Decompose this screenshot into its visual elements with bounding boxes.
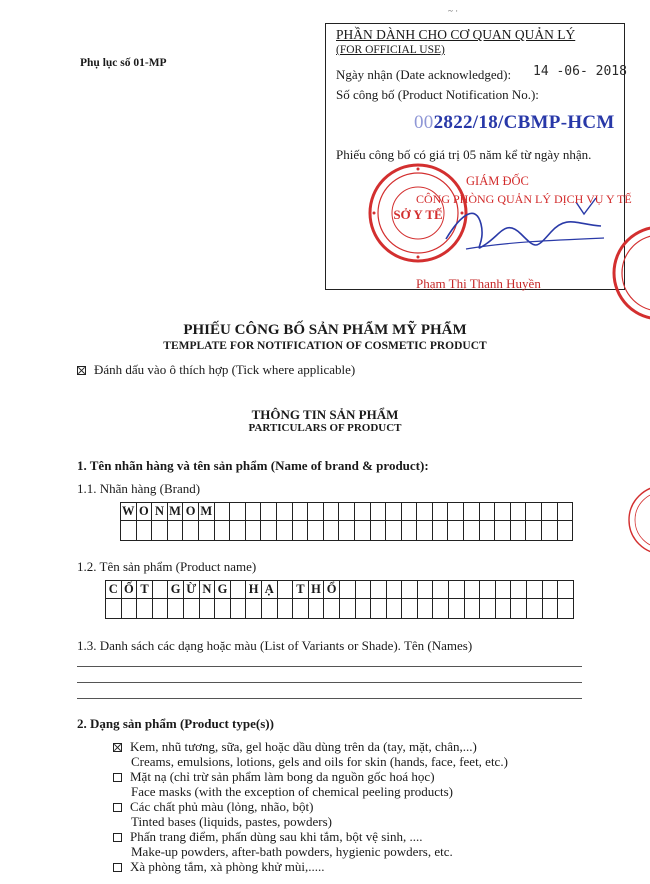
product-type-checkbox[interactable] xyxy=(113,863,122,872)
brand-cell-empty[interactable] xyxy=(136,521,152,541)
product-type-checkbox[interactable] xyxy=(113,773,122,782)
product-cell[interactable] xyxy=(542,581,558,599)
variants-line xyxy=(77,666,582,667)
brand-cell[interactable] xyxy=(261,503,277,521)
product-cell[interactable] xyxy=(402,581,418,599)
brand-cell[interactable] xyxy=(230,503,246,521)
brand-cell[interactable] xyxy=(354,503,370,521)
brand-cell[interactable] xyxy=(292,503,308,521)
brand-cell-empty[interactable] xyxy=(464,521,480,541)
option-vi: Xà phòng tắm, xà phòng khử mùi,..... xyxy=(130,859,325,874)
brand-cell-empty[interactable] xyxy=(245,521,261,541)
product-name-label: 1.2. Tên sản phẩm (Product name) xyxy=(77,559,257,574)
brand-cell[interactable]: M xyxy=(167,503,183,521)
product-cell-empty[interactable] xyxy=(355,599,371,619)
brand-cell-empty[interactable] xyxy=(557,521,573,541)
brand-cell-empty[interactable] xyxy=(214,521,230,541)
option-en: Creams, emulsions, lotions, gels and oils for skin (hands, face, feet, etc.) xyxy=(131,754,508,769)
particulars-title: THÔNG TIN SẢN PHẨM xyxy=(251,407,399,422)
product-cell[interactable]: Ừ xyxy=(183,581,199,599)
director-department: CÔNG PHÒNG QUẢN LÝ DỊCH VỤ Y TẾ xyxy=(416,192,632,206)
signer-name: Phạm Thị Thanh Huyền xyxy=(416,276,541,291)
brand-cell-empty[interactable] xyxy=(230,521,246,541)
brand-cell[interactable] xyxy=(542,503,558,521)
brand-cell-empty[interactable] xyxy=(276,521,292,541)
variants-line xyxy=(77,698,582,699)
product-cell[interactable] xyxy=(464,581,480,599)
brand-cell-empty[interactable] xyxy=(417,521,433,541)
brand-cell-empty[interactable] xyxy=(339,521,355,541)
product-cell[interactable]: C xyxy=(106,581,122,599)
product-cell-empty[interactable] xyxy=(511,599,527,619)
section2-heading: 2. Dạng sản phẩm (Product type(s)) xyxy=(77,716,274,731)
brand-cell-empty[interactable] xyxy=(526,521,542,541)
side-red-stamp xyxy=(612,218,650,328)
product-cell-empty[interactable] xyxy=(386,599,402,619)
brand-cell-empty[interactable] xyxy=(323,521,339,541)
variants-label: 1.3. Danh sách các dạng hoặc màu (List of Variants or Shade). Tên (Names) xyxy=(77,638,473,653)
product-type-option xyxy=(113,829,453,859)
brand-cell[interactable]: O xyxy=(136,503,152,521)
brand-cell[interactable]: O xyxy=(183,503,199,521)
brand-cell[interactable] xyxy=(448,503,464,521)
brand-cell-empty[interactable] xyxy=(448,521,464,541)
product-type-option xyxy=(113,799,332,829)
particulars-subtitle: PARTICULARS OF PRODUCT xyxy=(248,422,402,434)
product-cell[interactable] xyxy=(386,581,402,599)
brand-cell[interactable]: N xyxy=(152,503,168,521)
brand-cell[interactable] xyxy=(323,503,339,521)
tick-instruction xyxy=(77,362,355,378)
product-cell[interactable] xyxy=(371,581,387,599)
product-cell-empty[interactable] xyxy=(293,599,309,619)
brand-cell[interactable] xyxy=(510,503,526,521)
product-cell[interactable] xyxy=(355,581,371,599)
product-cell-empty[interactable] xyxy=(168,599,184,619)
side-red-stamp-partial xyxy=(625,480,650,560)
brand-cell[interactable] xyxy=(339,503,355,521)
brand-row xyxy=(121,503,573,521)
product-cell-empty[interactable] xyxy=(371,599,387,619)
brand-cell-empty[interactable] xyxy=(370,521,386,541)
option-vi: Kem, nhũ tương, sữa, gel hoặc dầu dùng trên da (tay, mặt, chân,...) xyxy=(130,739,477,754)
product-cell[interactable] xyxy=(339,581,355,599)
product-type-option xyxy=(113,769,453,799)
product-cell-empty[interactable] xyxy=(277,599,293,619)
brand-cell[interactable] xyxy=(432,503,448,521)
product-cell-empty[interactable] xyxy=(324,599,340,619)
product-cell-empty[interactable] xyxy=(558,599,574,619)
brand-cell-empty[interactable] xyxy=(167,521,183,541)
corner-mark: ~ · xyxy=(448,6,459,16)
brand-cell[interactable] xyxy=(526,503,542,521)
product-cell-empty[interactable] xyxy=(417,599,433,619)
product-cell[interactable]: G xyxy=(168,581,184,599)
form-subtitle: TEMPLATE FOR NOTIFICATION OF COSMETIC PRODUCT xyxy=(163,340,487,352)
product-cell-empty[interactable] xyxy=(464,599,480,619)
brand-cell-empty[interactable] xyxy=(183,521,199,541)
notification-number-prefix: 00 xyxy=(414,112,434,133)
product-cell-empty[interactable] xyxy=(527,599,543,619)
option-en: Make-up powders, after-bath powders, hygienic powders, etc. xyxy=(131,844,453,859)
brand-cell-empty[interactable] xyxy=(308,521,324,541)
product-cell[interactable]: N xyxy=(199,581,215,599)
product-cell[interactable]: Ổ xyxy=(324,581,340,599)
notification-number-main: 2822/18/CBMP-HCM xyxy=(433,112,615,133)
product-name-grid xyxy=(105,580,574,619)
brand-cell-empty[interactable] xyxy=(292,521,308,541)
option-en: Face masks (with the exception of chemical peeling products) xyxy=(131,784,454,799)
brand-cell[interactable] xyxy=(495,503,511,521)
brand-cell[interactable] xyxy=(401,503,417,521)
product-cell[interactable]: T xyxy=(137,581,153,599)
product-cell-empty[interactable] xyxy=(121,599,137,619)
form-title: PHIẾU CÔNG BỐ SẢN PHẨM MỸ PHẨM xyxy=(183,322,467,338)
brand-cell[interactable] xyxy=(245,503,261,521)
brand-cell[interactable]: M xyxy=(198,503,214,521)
product-cell-empty[interactable] xyxy=(199,599,215,619)
product-cell[interactable]: G xyxy=(215,581,231,599)
variants-line xyxy=(77,682,582,683)
brand-cell-empty[interactable] xyxy=(152,521,168,541)
option-vi: Các chất phủ màu (lỏng, nhão, bột) xyxy=(130,799,314,814)
brand-cell[interactable] xyxy=(386,503,402,521)
product-cell[interactable]: T xyxy=(293,581,309,599)
brand-cell-empty[interactable] xyxy=(510,521,526,541)
product-cell[interactable] xyxy=(277,581,293,599)
product-cell-empty[interactable] xyxy=(542,599,558,619)
product-cell[interactable]: H xyxy=(308,581,324,599)
product-type-option xyxy=(113,739,508,769)
official-use-box xyxy=(325,23,632,291)
product-type-checkbox[interactable] xyxy=(113,803,122,812)
official-box-title: PHẦN DÀNH CHO CƠ QUAN QUẢN LÝ xyxy=(336,27,576,42)
product-type-checkbox[interactable] xyxy=(113,743,122,752)
product-cell-empty[interactable] xyxy=(137,599,153,619)
product-cell[interactable] xyxy=(152,581,168,599)
product-cell-empty[interactable] xyxy=(495,599,511,619)
product-cell-empty[interactable] xyxy=(230,599,246,619)
product-type-checkbox[interactable] xyxy=(113,833,122,842)
product-cell-empty[interactable] xyxy=(308,599,324,619)
product-cell-empty[interactable] xyxy=(339,599,355,619)
product-cell-empty[interactable] xyxy=(433,599,449,619)
brand-label: 1.1. Nhãn hàng (Brand) xyxy=(77,481,201,496)
product-cell-empty[interactable] xyxy=(449,599,465,619)
product-cell[interactable]: Ạ xyxy=(261,581,277,599)
brand-cell-empty[interactable] xyxy=(432,521,448,541)
brand-grid xyxy=(120,502,573,541)
brand-cell[interactable] xyxy=(214,503,230,521)
brand-cell[interactable] xyxy=(308,503,324,521)
product-cell[interactable]: Ố xyxy=(121,581,137,599)
product-type-option xyxy=(113,859,324,874)
product-cell-empty[interactable] xyxy=(246,599,262,619)
product-cell[interactable] xyxy=(230,581,246,599)
product-cell-empty[interactable] xyxy=(480,599,496,619)
product-cell[interactable] xyxy=(495,581,511,599)
option-en: Tinted bases (liquids, pastes, powders) xyxy=(131,814,333,829)
product-cell[interactable] xyxy=(449,581,465,599)
brand-cell[interactable] xyxy=(557,503,573,521)
brand-cell-empty[interactable] xyxy=(121,521,137,541)
product-cell[interactable] xyxy=(433,581,449,599)
product-cell[interactable] xyxy=(558,581,574,599)
product-cell-empty[interactable] xyxy=(183,599,199,619)
product-cell[interactable] xyxy=(417,581,433,599)
product-cell-empty[interactable] xyxy=(215,599,231,619)
brand-cell-empty[interactable] xyxy=(261,521,277,541)
official-box-subtitle: (FOR OFFICIAL USE) xyxy=(336,44,445,56)
brand-cell-empty[interactable] xyxy=(198,521,214,541)
date-acknowledged-label: Ngày nhận (Date acknowledged): xyxy=(336,67,512,82)
brand-cell-empty[interactable] xyxy=(386,521,402,541)
product-cell[interactable]: H xyxy=(246,581,262,599)
product-row xyxy=(106,581,574,599)
brand-cell[interactable] xyxy=(370,503,386,521)
validity-text: Phiếu công bố có giá trị 05 năm kể từ ngày nhận. xyxy=(336,147,592,162)
product-cell-empty[interactable] xyxy=(106,599,122,619)
brand-cell[interactable] xyxy=(464,503,480,521)
product-cell-empty[interactable] xyxy=(152,599,168,619)
brand-cell-empty[interactable] xyxy=(401,521,417,541)
product-row-empty xyxy=(106,599,574,619)
product-cell[interactable] xyxy=(511,581,527,599)
option-vi: Mặt nạ (chỉ trừ sản phẩm làm bong da nguồn gốc hoá học) xyxy=(130,769,435,784)
brand-cell-empty[interactable] xyxy=(495,521,511,541)
brand-cell-empty[interactable] xyxy=(479,521,495,541)
director-title: GIÁM ĐỐC xyxy=(466,174,529,188)
brand-cell-empty[interactable] xyxy=(542,521,558,541)
brand-cell[interactable] xyxy=(479,503,495,521)
date-acknowledged-value: 14 -06- 2018 xyxy=(533,64,627,79)
notification-number-label: Số công bố (Product Notification No.): xyxy=(336,87,539,102)
product-cell-empty[interactable] xyxy=(261,599,277,619)
product-cell[interactable] xyxy=(480,581,496,599)
brand-cell-empty[interactable] xyxy=(354,521,370,541)
tick-example-checkbox xyxy=(77,366,86,375)
brand-row-empty xyxy=(121,521,573,541)
section1-heading: 1. Tên nhãn hàng và tên sản phẩm (Name of brand & product): xyxy=(77,458,429,473)
notification-number xyxy=(414,112,615,134)
stamp-center-text: SỞ Y TẾ xyxy=(393,207,443,222)
option-vi: Phấn trang điểm, phấn dùng sau khi tắm, bột vệ sinh, .... xyxy=(130,829,423,844)
product-cell-empty[interactable] xyxy=(402,599,418,619)
tick-instruction-text: Đánh dấu vào ô thích hợp (Tick where applicable) xyxy=(94,362,356,377)
brand-cell[interactable] xyxy=(417,503,433,521)
appendix-label: Phụ lục số 01-MP xyxy=(80,57,167,69)
brand-cell[interactable]: W xyxy=(121,503,137,521)
product-cell[interactable] xyxy=(527,581,543,599)
brand-cell[interactable] xyxy=(276,503,292,521)
